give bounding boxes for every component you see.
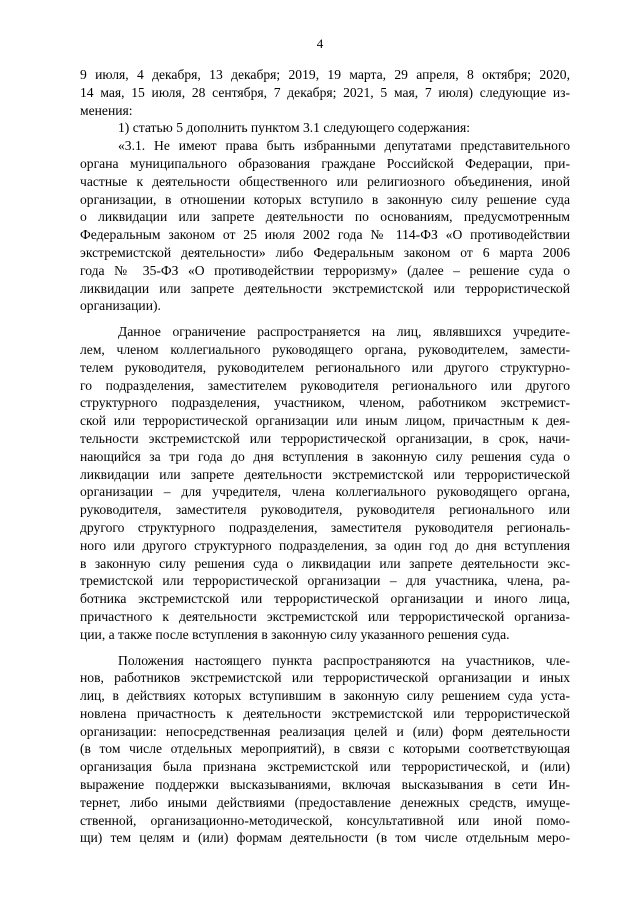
text-line: (в том числе отдельных мероприятий), в связи с которыми соответствующая [80, 741, 570, 757]
text-line: нов, работников экстремистской или террористической организации и иных [80, 670, 570, 686]
text-line: руководителя, заместителя руководителя, руководителя регионального или [80, 502, 570, 518]
paragraph-gap [80, 644, 570, 652]
text-line: ции, а также после вступления в законную силу указанного решения суда. [80, 626, 510, 642]
text-line: ственной, организационно-методической, консультативной или иной помо- [80, 812, 570, 828]
text-line: 1) статью 5 дополнить пунктом 3.1 следующего содержания: [118, 120, 471, 136]
text-line: организация была признана экстремистской или террористической, и (или) [80, 759, 570, 775]
text-line: частные к деятельности общественного или религиозного объединения, иной [80, 173, 570, 189]
text-line: года № 35-ФЗ «О противодействии терроризму» (далее – решение суда о [80, 262, 570, 278]
text-line: организации). [80, 298, 161, 314]
paragraph [80, 119, 570, 137]
text-line: тернет, либо иными действиями (предоставление денежных средств, имуще- [80, 794, 570, 810]
text-line: «3.1. Не имеют права быть избранными депутатами представительного [118, 138, 570, 154]
document-body [80, 66, 570, 847]
text-line: тремистской или террористической организации – для участника, члена, ра- [80, 573, 570, 589]
text-line: Данное ограничение распространяется на лиц, являвшихся учредите- [118, 324, 570, 340]
text-line: организации – для учредителя, члена коллегиального руководящего органа, [80, 484, 570, 500]
text-line: телем руководителя, руководителем регионального или другого структурно- [80, 359, 570, 375]
text-line: Положения настоящего пункта распространяются на участников, чле- [118, 652, 570, 668]
text-line: новлена причастность к деятельности экстремистской или террористической [80, 705, 570, 721]
text-line: экстремистской деятельности» либо Федеральным законом от 6 марта 2006 [80, 244, 570, 260]
text-line: органа муниципального образования граждане Российской Федерации, при- [80, 155, 570, 171]
text-line: причастного к деятельности экстремистской или террористической организа- [80, 608, 570, 624]
paragraph [80, 66, 570, 119]
text-line: 9 июля, 4 декабря, 13 декабря; 2019, 19 марта, 29 апреля, 8 октября; 2020, [80, 67, 570, 82]
text-line: ликвидации или запрете деятельности экстремистской или террористической [80, 466, 570, 482]
paragraph [80, 323, 570, 643]
paragraph [80, 652, 570, 848]
paragraph-gap [80, 315, 570, 323]
text-line: менения: [80, 102, 133, 118]
text-line: го подразделения, заместителем руководителя регионального или другого [80, 377, 570, 393]
text-line: ской или террористической организации или иным лицом, причастным к дея- [80, 413, 570, 429]
text-line: организации, в отношении которых вступило в законную силу решение суда [80, 191, 570, 207]
text-line: структурного подразделения, участником, членом, работником экстремист- [80, 395, 570, 411]
text-line: лиц, в действиях которых вступившим в законную силу решением суда уста- [80, 688, 570, 704]
text-line: в законную силу решения суда о ликвидации или запрете деятельности экс- [80, 555, 570, 571]
text-line: лем, членом коллегиального руководящего органа, руководителем, замести- [80, 341, 570, 357]
page-number: 4 [316, 36, 324, 51]
text-line: нающийся за три года до дня вступления в законную силу решения суда о [80, 448, 570, 464]
text-line: о ликвидации или запрете деятельности по основаниям, предусмотренным [80, 209, 570, 225]
text-line: Федеральным законом от 25 июля 2002 года № 114-ФЗ «О противодействии [80, 227, 570, 243]
text-line: ликвидации или запрете деятельности экстремистской или террористической [80, 280, 570, 296]
text-line: выражение поддержки высказываниями, включая высказывания в сети Ин- [80, 777, 570, 793]
text-line: ного или другого структурного подразделения, за один год до дня вступления [80, 537, 570, 553]
text-line: щи) тем целям и (или) формам деятельности (в том числе отдельным меро- [80, 830, 570, 846]
text-line: тельности экстремистской или террористической организации, в срок, начи- [80, 430, 570, 446]
text-line: 14 мая, 15 июля, 28 сентября, 7 декабря; 2021, 5 мая, 7 июля) следующие из- [80, 84, 570, 100]
paragraph [80, 137, 570, 315]
text-line: организации: непосредственная реализация целей и (или) форм деятельности [80, 723, 570, 739]
text-line: ботника экстремистской или террористической организации и иного лица, [80, 591, 570, 607]
text-line: другого структурного подразделения, заместителя руководителя региональ- [80, 519, 570, 535]
